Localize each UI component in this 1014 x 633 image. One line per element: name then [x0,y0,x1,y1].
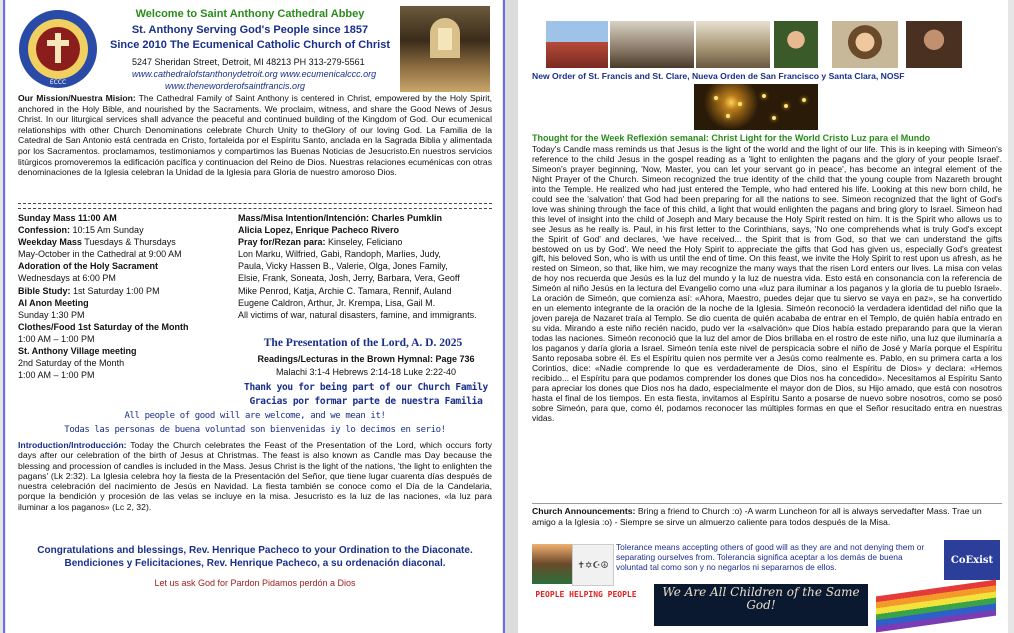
intention-item [238,285,494,297]
schedule-item-label: St. Anthony Village meeting [18,346,137,357]
schedule-column [18,212,234,381]
schedule-item-label: Confession: [18,225,71,236]
thanks-english: Thank you for being part of our Church Family [244,382,488,393]
intention-item-text: All victims of war, natural disasters, famine, and immigrants. [238,309,477,320]
page-border-left [3,0,5,633]
schedule-item [18,309,234,321]
saint-francis-painting [906,21,962,68]
bulletin-page-right [518,0,1008,633]
congratulations-english: Congratulations and blessings, Rev. Henrique Pacheco to your Ordination to the Diaconate. [37,545,473,556]
footer-images [528,584,1000,630]
schedule-item-text: 1st Saturday 1:00 PM [70,285,160,296]
coexist-logo: CoExist [944,540,1000,580]
schedule-item-label: Clothes/Food 1st Saturday of the Month [18,321,189,332]
section-divider [18,203,492,209]
schedule-item [18,345,234,357]
mission-text: The Cathedral Family of Saint Anthony is centered in Christ, empowered by the Holy Spirit, anchored in the Holy Bible, and nourished by the Sacraments. We proclaim, witness, and share the Good News of Jesus Christ. In our liturgical services shall advance the peaceful and continued building of the Kingdom of God. Our ecumenical relationships with other Church Denominations celebrate Church Unity to theGlory of our loving God. La Familia de la Catedral de San Antonio está centrada en Cristo, fortaleida por el Espíritu Santo, anclada en la Sagrada Biblia y alimentada por los Sacramentos. proclamamos, testimoniamos y compartimos las Buenas Noticias de Jesucristo.En nuestros servicios litúrgicos promoveremos la edificación pacífica y continuacion del Reino de Dios. Nuestras relaciones ecuménicas con otras denominaciones de la Iglesia celebran la Unidad de la Iglesia para Gloria de nuestro amoroso Dios. [18,93,492,178]
abbey-seal-logo [18,6,98,92]
intention-item-text: Kinseley, Feliciano [325,237,403,248]
announcements-divider [532,503,1002,504]
intention-item-text: Mike Penrod, Katja, Archie C. Tamara, Rennif, Auland [238,285,452,296]
candlelight-photo [694,84,818,130]
tolerance-section [532,540,1002,584]
schedule-item-text: Wednesdays at 6:00 PM [18,273,116,284]
intention-item [238,309,494,321]
intention-item-label: Alicia Lopez, Enrique Pacheco Rivero [238,225,400,236]
readings-line: Readings/Lecturas in the Brown Hymnal: Page 736 [257,354,475,364]
intention-item-label: Mass/Misa Intention/Intención: Charles Pumklin [238,213,443,223]
schedule-item-label: Adoration of the Holy Sacrament [18,261,159,272]
intention-item-text: Eugene Caldron, Arthur, Jr. Krempa, Lisa, Gail M. [238,297,436,308]
intention-item-text: Elsie, Frank, Soneata, Josh, Jerry, Barbara, Vera, Geoff [238,273,460,284]
announcements-label: Church Announcements: [532,506,636,516]
church-address: 5247 Sheridan Street, Detroit, MI 48213 PH 313-279-5561 [132,57,365,67]
interfaith-symbols [572,544,614,586]
intention-item-label: Pray for/Rezan para: [238,237,326,248]
thought-for-week-body: Today's Candle mass reminds us that Jesus is the light of the world and the light of our life. This is in keeping with Simeon's reference to the child Jesus in the gospel reading as a 'light to enlighten the pagans and the glory of your people Israel'. Simeon's prayer beginning, 'Now, Master, you can let your servant go in peace', has become an integral element of the Night Prayer of the Church. Simeon recognized the true identity of the child that the young couple from Nazareth brought into the Temple. He realized who had just entered the Temple, who had entered his life. Looking at this new born child, he could see the 'salvation' that God had been preparing for all the nations to see. Simeon recognized that the light of God's love was shining through the face of this child, a light that would enlighten the pagans and bring glory to Israel. Simeon had this level of insight into the child of Joseph and Mary because the Holy Spirit rested on him. It is the Spirit who allows us to see Jesus as he really is. Paul, in his first letter to the Corinthians, says, 'No one comprehends what is truly God's except the Spirit of God' and declares, 'we have received... the Spirit that is from God, so that we can understand the gifts bestowed on us by God'. We need the Holy Spirit to appreciate the gifts that God has given us, especially God's greatest gift, his beloved Son, who is with us until the end of time. On this feast, we invite the Holy Spirit to rest upon us afresh, as he rested on Simeon, so that, like him, we may recognize the many ways that the risen Lord enters our lives. La misa con velas de hoy nos recuerda que Jesús es la luz del mundo y la luz de nuestra vida. Esto está en consonancia con la referencia de Simeón al niño Jesús en la lectura del Evangelio como una «luz para iluminar a los paganos y la gloria de tu pueblo Israel». La oración de Simeón, que comienza así: «Ahora, Maestro, puedes dejar que tu siervo se vaya en paz», se ha convertido en un elemento integrante de la oración de la noche de la Iglesia. Simeón reconoció la verdadera identidad del niño que la joven pareja de Nazaret traía al Templo. Se dio cuenta de quién acababa de entrar en el Templo, de quién había entrado en su vida. Mirando a este niño recién nacido, pudo ver la «salvación» que Dios había estado preparando para que la vieran todas las naciones. Simeón reconoció que la luz del amor de Dios brillaba en el rostro de este niño, una luz que iluminaría a los paganos y daría gloria a Israel. Simeón tenía este nivel de perspicacia sobre el niño de José y María porque el Espíritu Santo reposaba sobre él. Es el Espíritu quien nos permite ver a Jesús como realmente es. Pablo, en su primera carta a los Corintios, dice: «Nadie comprende lo que es verdaderamente de Dios, sino el Espíritu de Dios» y declara: «Hemos recibido... el Espíritu para que podamos comprender los dones que Dios nos ha concedido». Necesitamos al Espíritu Santo para apreciar los dones que Dios nos ha dado, especialmente el mayor don de Dios, su Hijo amado, que está con nosotros hasta el final de los tiempos. En esta fiesta, invitamos al Espíritu Santo a posarse de nuevo sobre nosotros, como se posó sobre Simeón, para que, como él, podamos reconocer las múltiples formas en que el Señor resucitado entra en nuestras vidas. [532,144,1002,423]
websites-line[interactable]: www.cathedralofstanthonydetroit.org www.ecumenicalccc.org [132,69,377,79]
intention-item [238,224,494,236]
svg-text:ECCC: ECCC [49,79,67,86]
congregation-photo [610,21,694,68]
presentation-heading: The Presentation of the Lord, A. D. 2025 [263,337,463,349]
rainbow-flag-image [876,580,996,633]
children-photo [532,544,572,584]
schedule-item [18,212,234,224]
website-nosf[interactable]: www.theneworderofsaintfrancis.org [165,81,306,91]
schedule-item [18,224,234,236]
serving-subtitle: St. Anthony Serving God's People since 1857 [131,24,369,36]
cathedral-altar-photo [696,21,770,68]
cross-icon: ✝ [577,559,585,570]
schedule-item-text: 1:00 AM – 1:00 PM [18,370,95,381]
intention-item-text: Paula, Vicky Hassen B., Valerie, Olga, Jones Family, [238,261,448,272]
schedule-item [18,272,234,284]
intention-item-text: Lon Marku, Wilfried, Gabi, Randoph, Marlies, Judy, [238,249,441,260]
crescent-icon: ☪ [592,559,601,570]
church-announcements [532,506,1002,527]
intention-item [238,212,494,224]
intention-item [238,248,494,260]
priest-portrait-photo [774,21,818,68]
schedule-item-text: May-October in the Cathedral at 9:00 AM [18,249,182,260]
mission-statement [18,93,492,201]
schedule-item [18,236,234,248]
intentions-column [238,212,494,321]
intention-item [238,260,494,272]
schedule-item-text: 2nd Saturday of the Month [18,358,125,369]
introduction-section [18,440,492,540]
since-subtitle: Since 2010 The Ecumenical Catholic Church of Christ [110,39,390,51]
header-photo-strip [528,21,998,68]
thought-for-week-title: Thought for the Week Reflexión semanal: Christ Light for the World Cristo Luz para el Mundo [532,133,931,143]
om-icon: ☮ [600,559,609,570]
page-gutter [505,0,518,633]
pardon-line: Let us ask God for Pardon Pidamos perdón a Dios [154,578,356,588]
intention-item [238,236,494,248]
schedule-item-label: Weekday Mass [18,237,82,248]
intention-item [238,272,494,284]
all-children-banner: We Are All Children of the Same God! [654,584,868,626]
schedule-item [18,333,234,345]
mission-label: Our Mission/Nuestra Mision: [18,93,136,103]
schedule-item [18,369,234,381]
saint-clare-painting [832,21,898,68]
schedule-item [18,321,234,333]
schedule-item [18,248,234,260]
congratulations-spanish: Bendiciones y Felicitaciones, Rev. Henrique Pacheco, a su ordenación diaconal. [64,558,446,569]
schedule-item-label: Sunday Mass 11:00 AM [18,213,117,223]
schedule-item-text: 1:00 AM – 1:00 PM [18,333,95,344]
star-of-david-icon: ✡ [584,559,593,570]
bulletin-page-left [6,0,502,633]
schedule-item-label: Al Anon Meeting [18,297,89,308]
people-helping-people-logo: PEOPLE HELPING PEOPLE [535,590,637,599]
schedule-item-label: Bible Study: [18,285,71,296]
introduction-text: Today the Church celebrates the Feast of the Presentation of the Lord, which occurs forty days after our celebration of the birth of Jesus at Christmas. The feast is also known as Candle mas Day because the blessing and procession of candles is included in the Mass. Jesus Christ is the light of the nations, 'the light to enlighten the pagans' (Lk 2:32). La Iglesia celebra hoy la fiesta de la Presentación del Señor, que tiene lugar cuarenta días después de nuestra celebración del nacimiento de Jesús en Navidad. La fiesta también se conoce como el Día de la Candelaria, porque la bendición y procesión de las velas se incluye en la misa. Jesucristo es la luz de las naciones, «la luz para iluminar a los paganos» (Lc 2, 32). [18,440,492,512]
nosf-caption: New Order of St. Francis and St. Clare, Nueva Orden de San Francisco y Santa Clara, NOSF [532,71,905,81]
welcome-title: Welcome to Saint Anthony Cathedral Abbey [135,8,365,20]
schedule-item [18,297,234,309]
readings-verses: Malachi 3:1-4 Hebrews 2:14-18 Luke 2:22-40 [275,367,457,377]
church-exterior-photo [546,21,608,68]
schedule-item-text: Sunday 1:30 PM [18,309,85,320]
tolerance-text: Tolerance means accepting others of good will as they are and not denying them or separating ourselves from. Tolerancia significa aceptar a los demás de buena voluntad tal como son y no negarlos ni separarnos de ellos. [616,542,925,572]
intention-item [238,297,494,309]
welcome-all-english: All people of good will are welcome, and we mean it! [124,411,386,421]
schedule-item [18,285,234,297]
welcome-all-spanish: Todas las personas de buena voluntad son bienvenidas iy lo decimos en serio! [64,425,446,435]
schedule-item-text: 10:15 Am Sunday [70,225,144,236]
schedule-item-text: Tuesdays & Thursdays [81,237,176,248]
schedule-item [18,357,234,369]
schedule-item [18,260,234,272]
thanks-spanish: Gracias por formar parte de nuestra Familia [249,396,483,407]
announcements-text: Bring a friend to Church :o) -A warm Luncheon for all is always servedafter Mass. Trae un amigo a la Iglesia :o) - Siempre se sirve un almuerzo caliente para todos después de la Misa. [532,506,982,527]
cathedral-interior-photo [400,6,490,92]
introduction-label: Introduction/Introducción: [18,440,127,450]
